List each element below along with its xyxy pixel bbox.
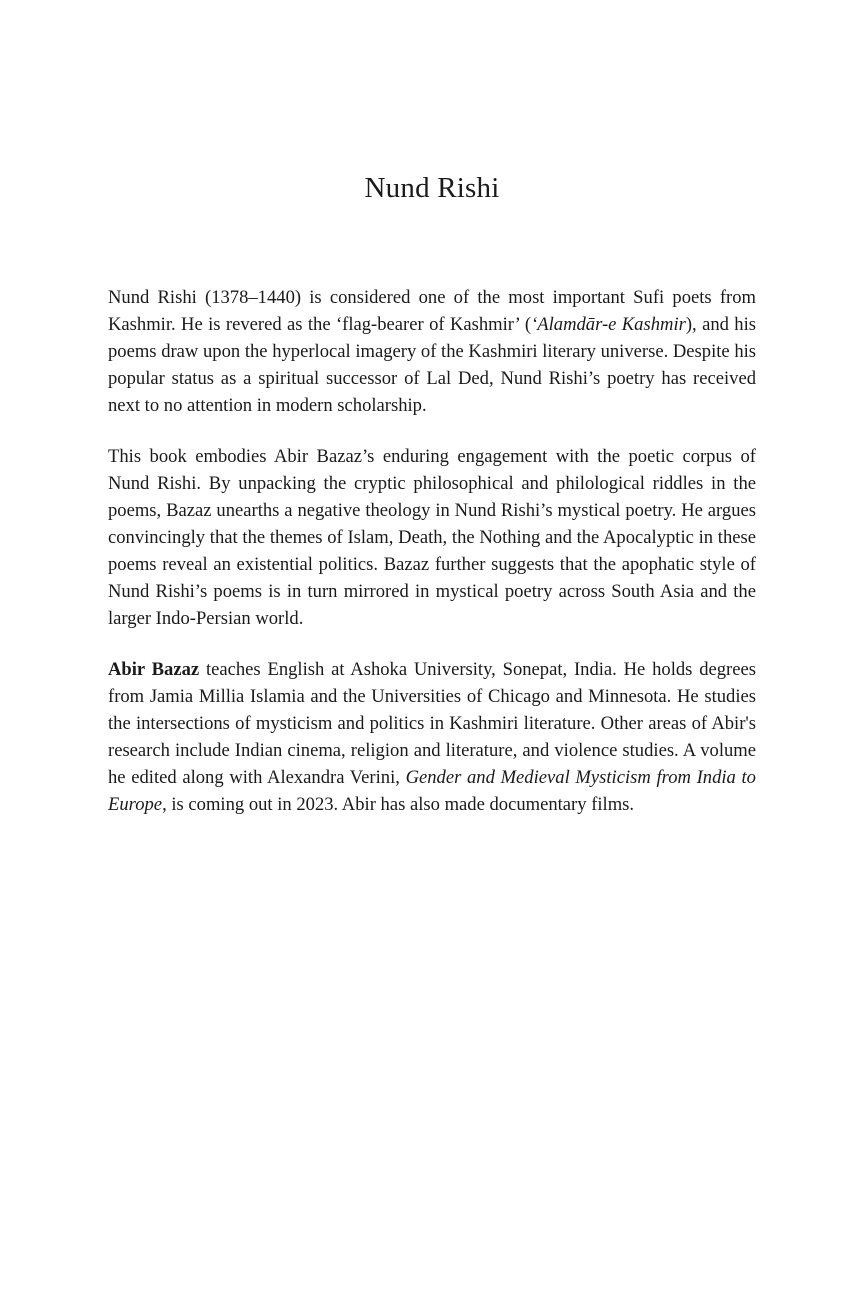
paragraph-intro-text-a: Nund Rishi (1378–1440) is considered one of the most important Sufi poets from Kashmir. He is revered as the ‘flag-bearer of Kashmir’ ( — [108, 287, 756, 335]
page-title: Nund Rishi — [364, 172, 500, 204]
paragraph-author-text-b: , is coming out in 2023. Abir has also made documentary films. — [162, 794, 635, 815]
paragraph-author — [108, 656, 756, 818]
paragraph-intro-text-b: ), and his poems draw upon the hyperlocal imagery of the Kashmiri literary universe. Despite his popular status as a spiritual successor of Lal Ded, Nund Rishi’s poetry has received next to no attention in modern scholarship. — [108, 314, 757, 416]
book-title-italic: Gender and Medieval Mysticism from India to Europe — [108, 767, 756, 815]
paragraph-book-text: This book embodies Abir Bazaz’s enduring engagement with the poetic corpus of Nund Rishi. By unpacking the cryptic philosophical and philological riddles in the poems, Bazaz unearths a negative theology in Nund Rishi’s mystical poetry. He argues convincingly that the themes of Islam, Death, the Nothing and the Apocalyptic in these poems reveal an existential politics. Bazaz further suggests that the apophatic style of Nund Rishi’s poems is in turn mirrored in mystical poetry across South Asia and the larger Indo-Persian world. — [108, 446, 756, 629]
author-name: Abir Bazaz — [108, 659, 200, 680]
paragraph-intro-italic: ‘Alamdār-e Kashmir — [531, 314, 686, 335]
body-text — [108, 284, 756, 842]
paragraph-author-text-a: teaches English at Ashoka University, Sonepat, India. He holds degrees from Jamia Millia Islamia and the Universities of Chicago and Minnesota. He studies the intersections of mysticism and politics in Kashmiri literature. Other areas of Abir's research include Indian cinema, religion and literature, and violence studies. A volume he edited along with Alexandra Verini, — [108, 659, 756, 788]
paragraph-book — [108, 443, 756, 632]
paragraph-intro — [108, 284, 756, 419]
